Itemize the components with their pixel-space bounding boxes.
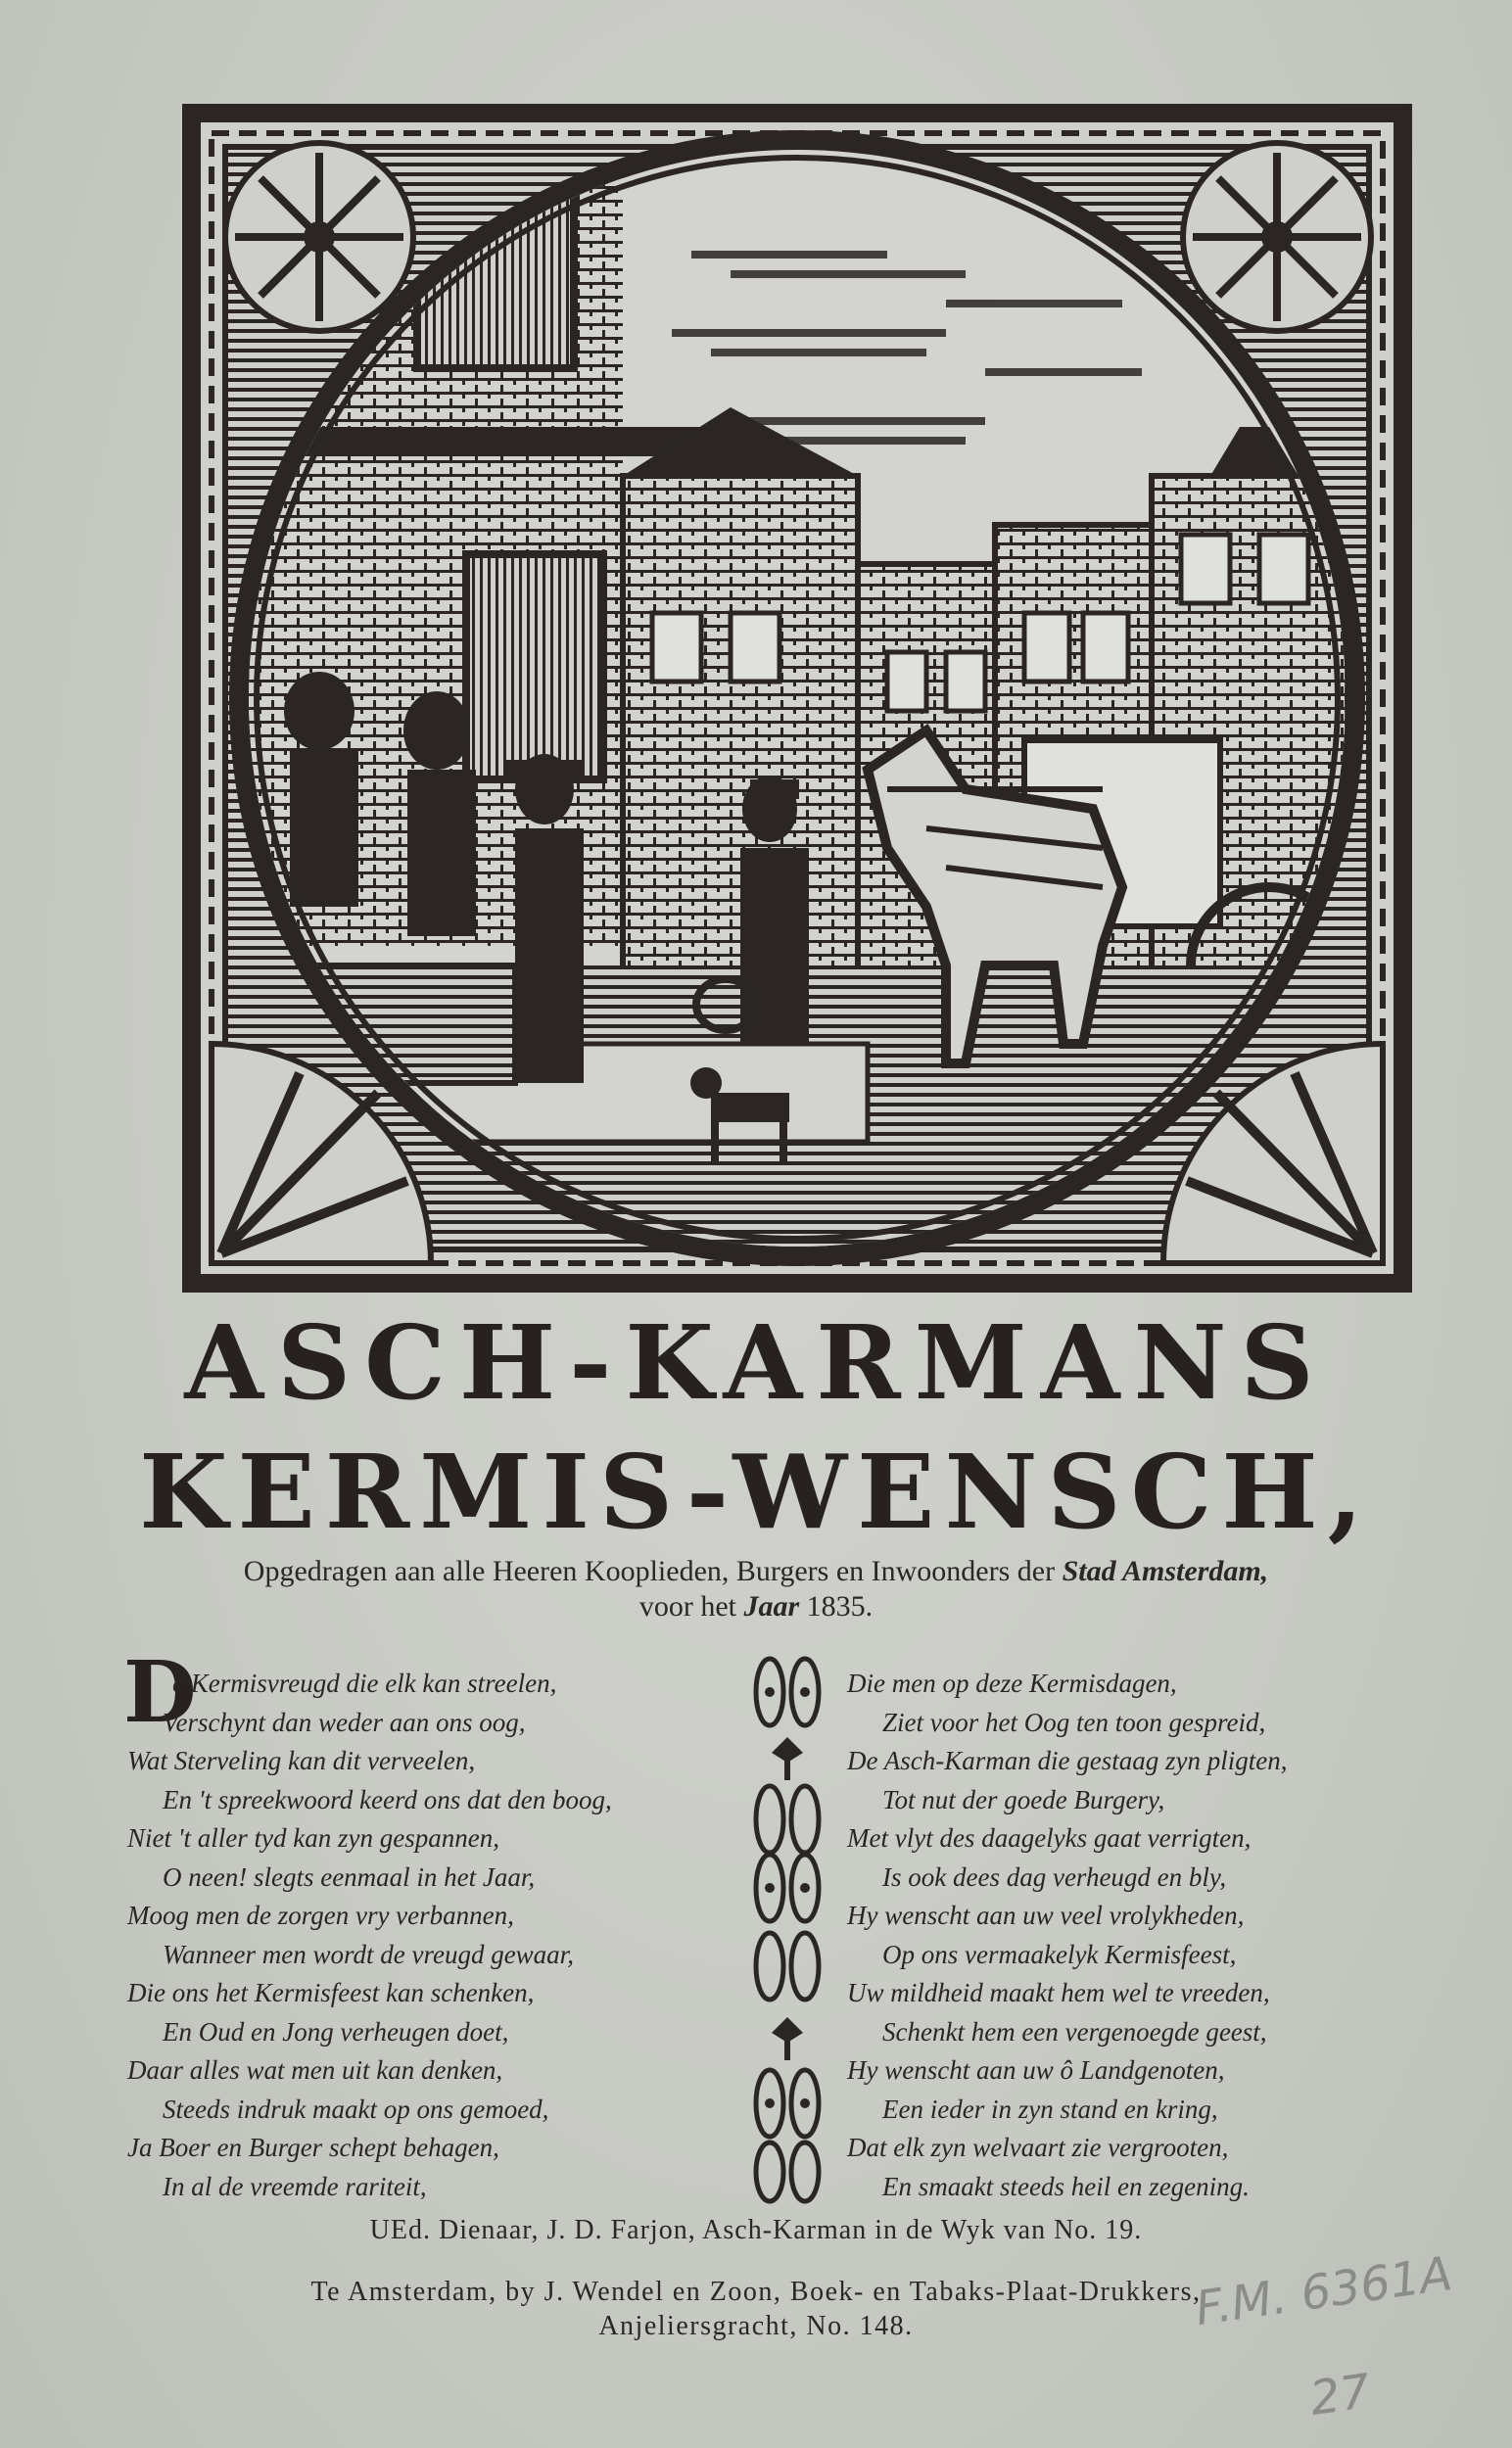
- poem-line: Uw mildheid maakt hem wel te vreeden,: [847, 1978, 1270, 2007]
- poem-line: Die ons het Kermisfeest kan schenken,: [127, 1978, 535, 2007]
- poem-line: Daar alles wat men uit kan denken,: [127, 2055, 503, 2085]
- dedication-line-1: [0, 1554, 1512, 1589]
- dedication-text: Opgedragen aan alle Heeren Kooplieden, Burgers en Inwoonders der: [243, 1555, 1056, 1587]
- poem-line: Wanneer men wordt de vreugd gewaar,: [163, 1939, 574, 1969]
- woodcut-illustration: [182, 104, 1412, 1293]
- poem-right-column: [847, 1665, 1435, 2206]
- pencil-catalog-note: F.M. 6361A: [1192, 2245, 1456, 2337]
- poem-line: Schenkt hem een vergenoegde geest,: [882, 2016, 1267, 2047]
- poem-line: En Oud en Jong verheugen doet,: [163, 2016, 509, 2047]
- poem-line: En smaakt steeds heil en zegening.: [882, 2171, 1250, 2201]
- dedication-year-prefix: voor het: [638, 1590, 736, 1623]
- poem-line: Is ook dees dag verheugd en bly,: [882, 1861, 1227, 1892]
- poem-line: En 't spreekwoord keerd ons dat den boog,: [163, 1784, 612, 1814]
- poem-line: Een ieder in zyn stand en kring,: [882, 2094, 1218, 2124]
- poem-line: O neen! slegts eenmaal in het Jaar,: [163, 1861, 536, 1892]
- poem-line: Ziet voor het Oog ten toon gespreid,: [882, 1707, 1266, 1737]
- poem-line: Hy wenscht aan uw ô Landgenoten,: [847, 2055, 1225, 2085]
- dedication-line-2: [0, 1589, 1512, 1624]
- poem-line: Hy wenscht aan uw veel vrolykheden,: [847, 1901, 1245, 1930]
- poem-line: Verschynt dan weder aan ons oog,: [163, 1707, 526, 1737]
- imprint-line-2: Anjeliersgracht, No. 148.: [598, 2311, 914, 2341]
- poem-left-column: [127, 1665, 734, 2206]
- title-line-2: KERMIS-WENSCH,: [139, 1432, 1373, 1552]
- poem-line: Op ons vermaakelyk Kermisfeest,: [882, 1939, 1237, 1969]
- poem-line: In al de vreemde rariteit,: [163, 2171, 427, 2201]
- poem-line: Niet 't aller tyd kan zyn gespannen,: [127, 1823, 499, 1853]
- poem-line: Ja Boer en Burger schept behagen,: [127, 2133, 499, 2162]
- poem-line: e Kermisvreugd die elk kan streelen,: [172, 1669, 557, 1698]
- title-line-1: ASCH-KARMANS: [184, 1302, 1328, 1423]
- dedication-year-word: Jaar: [743, 1590, 800, 1623]
- poem-line: Dat elk zyn welvaart zie vergrooten,: [847, 2133, 1229, 2162]
- poem-line: Steeds indruk maakt op ons gemoed,: [163, 2094, 549, 2124]
- poem-drop-cap: D: [123, 1643, 197, 1742]
- poem-line: Wat Sterveling kan dit verveelen,: [127, 1746, 476, 1775]
- signature-line: UEd. Dienaar, J. D. Farjon, Asch-Karman in de Wyk van No. 19.: [369, 2215, 1143, 2245]
- ornament-divider: [752, 1655, 823, 2205]
- poem-line: De Asch-Karman die gestaag zyn pligten,: [847, 1746, 1288, 1775]
- imprint-line-1: Te Amsterdam, by J. Wendel en Zoon, Boek- en Tabaks-Plaat-Drukkers,: [310, 2277, 1202, 2307]
- poem-line: Tot nut der goede Burgery,: [882, 1784, 1165, 1814]
- poem-line: Met vlyt des daagelyks gaat verrigten,: [847, 1823, 1252, 1853]
- pencil-number-note: 27: [1306, 2364, 1374, 2426]
- poem-line: Moog men de zorgen vry verbannen,: [127, 1901, 514, 1930]
- dedication-year: 1835.: [806, 1590, 874, 1623]
- poem-line: Die men op deze Kermisdagen,: [847, 1669, 1177, 1698]
- dedication-city: Stad Amsterdam,: [1062, 1555, 1269, 1587]
